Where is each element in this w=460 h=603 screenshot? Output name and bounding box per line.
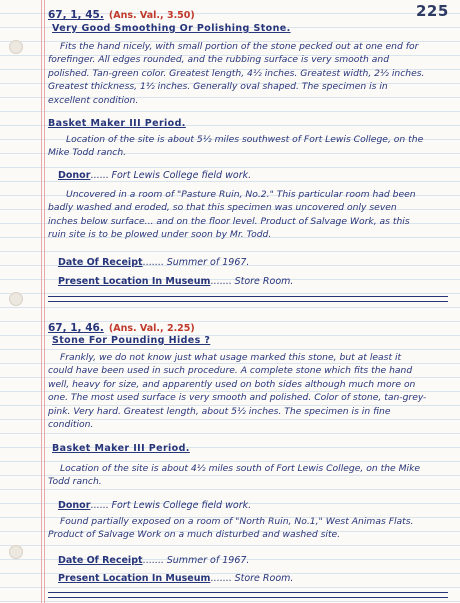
page-number: 225 <box>416 2 449 20</box>
museum-label: Present Location In Museum <box>58 276 211 287</box>
catalog-number: 67, 1, 45. <box>48 9 104 21</box>
receipt-label: Date Of Receipt <box>58 555 143 566</box>
entry-separator <box>48 592 448 598</box>
donor-value: Fort Lewis College field work. <box>111 500 252 511</box>
entry1-description: Fits the hand nicely, with small portion of the stone pecked out at one end for forefinger. All edges rounded, and the rubbing surface is very smooth and polished. Tan-green color. Greatest length, 4½ inches. Greatest width, 2½ inches. Greatest thickness, 1½ inches. Generally oval shaped. The specimen is in excellent condition. <box>48 41 425 106</box>
entry2-notes: Found partially exposed on a room of "North Ruin, No.1," West Animas Flats. Product of Salvage Work on a much disturbed and washed site. <box>48 516 414 541</box>
entry1-museum-line: Present Location In Museum....... Store Room. <box>58 276 294 287</box>
entry1-title: Very Good Smoothing Or Polishing Stone. <box>52 23 291 34</box>
museum-value: Store Room. <box>234 276 294 287</box>
entry1-donor-line: Donor...... Fort Lewis College field work. <box>58 170 252 181</box>
entry-separator <box>48 296 448 302</box>
entry2-donor-line: Donor...... Fort Lewis College field work. <box>58 500 252 511</box>
entry1-receipt-line: Date Of Receipt....... Summer of 1967. <box>58 257 250 268</box>
binder-hole <box>9 292 23 306</box>
donor-label: Donor <box>58 170 91 181</box>
entry1-period: Basket Maker III Period. <box>48 118 186 129</box>
entry2-receipt-line: Date Of Receipt....... Summer of 1967. <box>58 555 250 566</box>
appraisal-value: (Ans. Val., 2.25) <box>108 323 195 334</box>
entry2-description: Frankly, we do not know just what usage marked this stone, but at least it could have been used in such procedure. A complete stone which fits the hand well, heavy for size, and apparently used on both sides although much more on one. The most used surface is very smooth and polished. Color of stone, tan-grey-pink. Very hard. Greatest length, about 5½ inches. The specimen is in fine condition. <box>48 352 427 431</box>
receipt-value: Summer of 1967. <box>166 555 250 566</box>
museum-value: Store Room. <box>234 573 294 584</box>
binder-hole <box>9 40 23 54</box>
entry1-notes: Uncovered in a room of "Pasture Ruin, No.2." This particular room had been badly washed and eroded, so that this specimen was uncovered only seven inches below surface... and on the floor level. Product of Salvage Work, as this ruin site is to be plowed under soon by Mr. Todd. <box>48 189 416 241</box>
receipt-label: Date Of Receipt <box>58 257 143 268</box>
catalog-number: 67, 1, 46. <box>48 322 104 334</box>
appraisal-value: (Ans. Val., 3.50) <box>108 10 195 21</box>
entry1-location: Location of the site is about 5½ miles southwest of Fort Lewis College, on the Mike Todd ranch. <box>48 134 424 159</box>
entry2-header <box>48 316 195 335</box>
donor-label: Donor <box>58 500 91 511</box>
museum-label: Present Location In Museum <box>58 573 211 584</box>
entry2-title: Stone For Pounding Hides ? <box>52 335 211 346</box>
entry2-location: Location of the site is about 4½ miles south of Fort Lewis College, on the Mike Todd ranch. <box>48 463 421 488</box>
entry2-museum-line: Present Location In Museum....... Store Room. <box>58 573 294 584</box>
entry2-period: Basket Maker III Period. <box>52 443 190 454</box>
receipt-value: Summer of 1967. <box>166 257 250 268</box>
entry1-header <box>48 3 195 22</box>
binder-hole <box>9 545 23 559</box>
donor-value: Fort Lewis College field work. <box>111 170 252 181</box>
